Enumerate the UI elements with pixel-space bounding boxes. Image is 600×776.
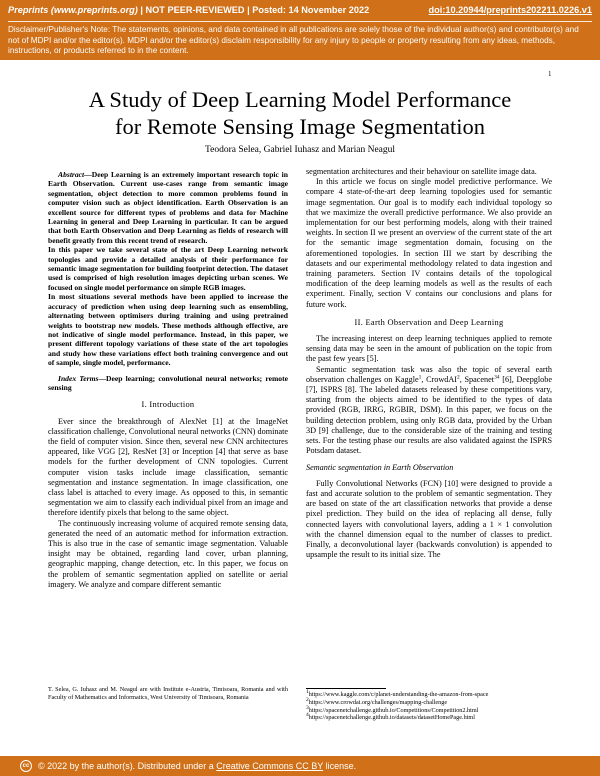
- banner-separator: |: [247, 5, 253, 15]
- publisher-disclaimer: Disclaimer/Publisher's Note: The statements, opinions, and data contained in all publications are solely those of the individual author(s) and contributor(s) and not of MDPI and/or the editor(s). MDPI and/or the editor(s) disclaim responsibility for any injury to people or property resulting from any ideas, methods, instructions, or products referred to in the content.: [8, 25, 579, 56]
- cc-icon: cc: [20, 760, 32, 772]
- license-footer: [0, 756, 600, 776]
- section-heading-earth-observation: II. Earth Observation and Deep Learning: [354, 317, 504, 327]
- footnote-divider: [306, 688, 386, 689]
- footnote: 1https://www.kaggle.com/c/planet-understanding-the-amazon-from-space: [306, 688, 489, 698]
- page-number: 1: [548, 70, 552, 78]
- paper-title: [20, 86, 580, 140]
- title-line-2: for Remote Sensing Image Segmentation: [115, 114, 485, 139]
- abstract-label: Abstract: [58, 170, 85, 179]
- body-paragraph: Ever since the breakthrough of AlexNet [1] at the ImageNet classification challenge, Convolutional neural networks (CNN) dominate the field of computer vision. Since then, several new CNN architectures appeared, like VGG [2], ResNet [3] or Inception [4] that serve as base models for the further development of CNN topologies. Current computer vision tasks include image classification, semantic segmentation and instance segmentation. In image classification, one class label is attached to every image. As opposed to this, in semantic segmentation we aim to classify each individual pixel from an image and therefore identify pixels that belong to the same object.: [48, 416, 288, 518]
- license-link[interactable]: Creative Commons CC BY: [216, 761, 324, 771]
- body-paragraph: In this article we focus on single model predictive performance. We compare 4 state-of-the-art deep learning topologies used for semantic image segmentation. Our goal is to modify each individual topology so that we maximize the overall predictive performance. We also provide an implementation for our best performing models, along with their trained weights. In section II we present an overview of the current state of the art for the semantic image segmentation domain, focusing on the aforementioned topologies. In section III we start by describing the datasets and our experimental methodology related to data ingestion and training parameters. Section IV contains details of the topological modification of the deep learning models as well as the results of each experiment. Finally, section V contains our conclusions and plans for future work.: [306, 177, 552, 309]
- url-footnotes: [306, 688, 552, 722]
- banner-separator: |: [140, 5, 146, 15]
- paper-authors: Teodora Selea, Gabriel Iuhasz and Marian Neagul: [204, 145, 396, 155]
- footnote-link[interactable]: https://www.crowdai.org/challenges/mapping-challenge: [308, 698, 448, 706]
- footnote-link[interactable]: https://spacenetchallenge.github.io/Competitions/Competition2.html: [308, 706, 479, 714]
- body-paragraph: segmentation architectures and their behaviour on satellite image data.: [306, 167, 537, 176]
- index-terms: Index Terms—Deep learning; convolutional neural networks; remote sensing: [48, 373, 288, 392]
- footnote-link[interactable]: https://www.kaggle.com/c/planet-understanding-the-amazon-from-space: [308, 691, 489, 698]
- doi-link[interactable]: doi:10.20944/preprints202211.0226.v1: [428, 5, 592, 15]
- left-column: [48, 170, 288, 590]
- license-text: © 2022 by the author(s). Distributed under a Creative Commons CC BY license.: [38, 761, 357, 771]
- body-paragraph: The continuously increasing volume of acquired remote sensing data, generated the need of an automatic method for information extraction. This is also true in the case of semantic image segmentation. Valuable insight may be obtained, regarding land cover, urban planning, geographic mapping, change detection, etc. In this paper, we focus on the problem of semantic segmentation applied on satellite or aerial imagery. We analyze and compare different semantic: [48, 518, 288, 589]
- posted-date: Posted: 14 November 2022: [252, 5, 370, 15]
- banner-divider: [8, 21, 592, 22]
- footnote-link[interactable]: https://spacenetchallenge.github.io/datasets/datasetHomePage.html: [308, 714, 475, 722]
- body-paragraph: The increasing interest on deep learning techniques applied to remote sensing data may be seen in the amount of publication on the topic from the past few years [5].: [306, 334, 552, 364]
- body-paragraph: Fully Convolutional Networks (FCN) [10] were designed to provide a fast and accurate solution to the problem of semantic segmentation. They are based on state of the art classification networks that provide a dense pixel prediction. They build on the idea of replacing all dense, fully connected layers with convolutional layers, adding a 1 × 1 convolution with the channel dimension equal to the number of classes to predict. Finally, a deconvolutional layer (backwards convolution) is appended to upsample the result to its initial size. The: [306, 478, 552, 560]
- abstract: [48, 170, 288, 368]
- banner-header: [8, 5, 592, 19]
- subsection-heading: Semantic segmentation in Earth Observation: [306, 463, 454, 473]
- right-column: [306, 167, 552, 560]
- footnote: 2https://www.crowdai.org/challenges/mapping-challenge: [306, 696, 448, 706]
- peer-review-status: NOT PEER-REVIEWED: [145, 5, 245, 15]
- abstract-paragraph: In most situations several methods have been applied to increase the accuracy of prediction when using deep learning such as ensembling, alternating between optimisers during training and using pretrained weights to bootstrap new models. These methods although effective, are not indicative of single model performance. Instead, in this paper, we present different topology variations of these state of the art topologies and study how these variations effect both training convergence and out of sample, single model, performance.: [48, 292, 288, 368]
- abstract-paragraph: Abstract—Deep Learning is an extremely important research topic in Earth Observation. Current use-cases range from semantic image segmentation, object detection to more common problems found in computer vision such as object identification. Earth Observation is an excellent source for different types of problems and data for Machine Learning in general and Deep Learning in particular. It can be argued that both Earth Observation and Deep Learning as fields of research will benefit greatly from this recent trend of research.: [48, 170, 288, 245]
- footnote: 3https://spacenetchallenge.github.io/Competitions/Competition2.html: [306, 704, 479, 714]
- abstract-paragraph: In this paper we take several state of the art Deep Learning network topologies and provide a detailed analysis of their performance for semantic image segmentation for building footprint detection. The dataset used is comprised of high resolution images depicting urban scenes. We focused on single model performance on simple RGB images.: [48, 245, 288, 292]
- footnote: 4https://spacenetchallenge.github.io/datasets/datasetHomePage.html: [306, 712, 475, 722]
- section-heading-introduction: I. Introduction: [141, 400, 195, 410]
- affiliation-footnote: T. Selea, G. Iuhasz and M. Neagul are with Institute e-Austria, Timisoara, Romania and with Faculty of Mathematics and Informatics, West University of Timisoara, Romania: [48, 686, 288, 701]
- body-paragraph: Semantic segmentation task was also the topic of several earth observation challenges on Kaggle$^1$, CrowdAI$^2$, Spacenet$^{34}$ [6], Deepglobe [7], ISPRS [8]. The labeled datasets released by these competitions vary, starting from the objects aimed to be identified to the types of data provided (RGB, IRRG, RGBIR, DSM). In this paper, we focus on the building detection problem, using only RGB data, provided by the Urban 3D [9] challenge, due to the considerable size of the training and testing sets. For the testing phase our results are also validated against the ISPRS Potsdam dataset.: [306, 364, 552, 456]
- preprint-banner: [0, 0, 600, 60]
- preprints-source-link[interactable]: Preprints (www.preprints.org): [8, 5, 138, 15]
- index-terms-label: Index Terms: [58, 373, 99, 383]
- banner-status-line: [8, 5, 369, 15]
- title-line-1: A Study of Deep Learning Model Performance: [88, 87, 512, 112]
